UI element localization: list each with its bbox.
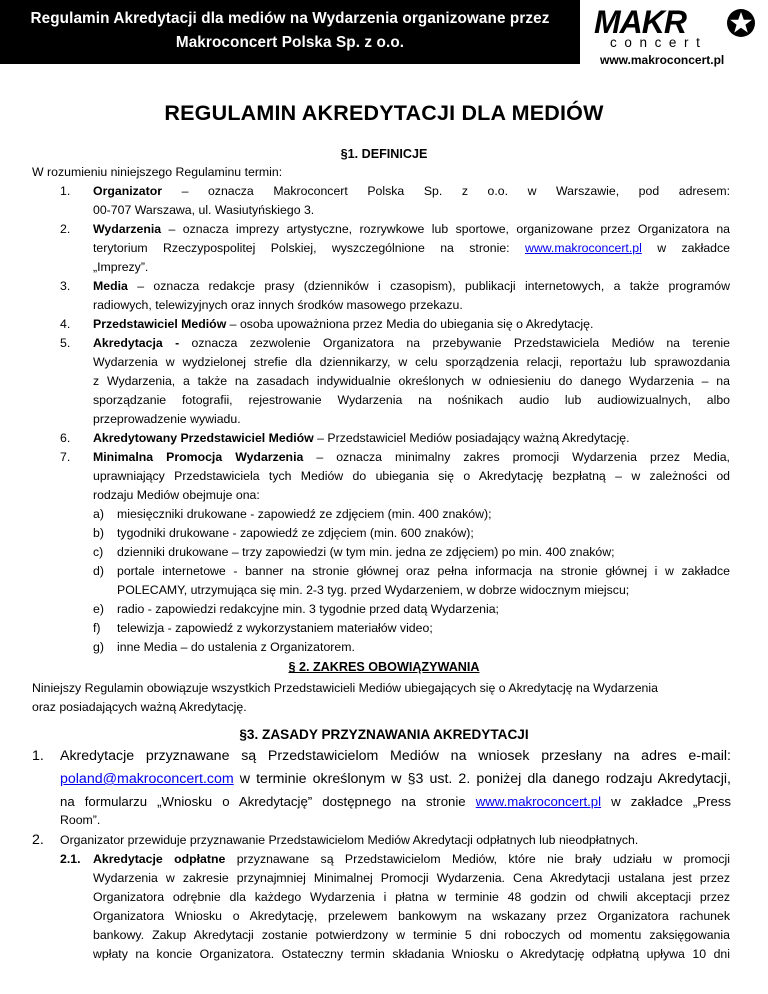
sub-b-text: tygodniki drukowane - zapowiedź ze zdjęciem (min. 600 znaków); <box>117 526 474 540</box>
def-7-number: 7. <box>60 450 71 464</box>
rule-2-1-line-3: Organizatora odrębnie dla każdego Wydarzenia i płatna w terminie 48 godzin od chwili akceptacji przez <box>93 890 730 904</box>
sub-a-text: miesięczniki drukowane - zapowiedź ze zdjęciem (min. 400 znaków); <box>117 507 492 521</box>
sub-f-text: telewizja - zapowiedź z wykorzystaniem materiałów video; <box>117 621 433 635</box>
rule-2-1-line-6: wpłaty na koncie Organizatora. Ostateczny termin składania Wniosku o Akredytację odpłatną upływa 10 dni <box>93 947 730 961</box>
rule-2-number: 2. <box>32 832 44 848</box>
def-5-line-4: sporządzanie fotografii, rejestrowanie Wydarzenia na nośnikach audio lub audiowizualnych, albo <box>93 393 730 407</box>
sub-g-text: inne Media – do ustalenia z Organizatorem. <box>117 640 355 654</box>
def-2-line-3: „Imprezy”. <box>93 260 149 274</box>
header-line-2: Makroconcert Polska Sp. z o.o. <box>175 34 405 51</box>
sub-d-text: portale internetowe - banner na stronie głównej oraz pełna informacja na stronie głównej i w zakładce <box>117 564 730 578</box>
header-line-1: Regulamin Akredytacji dla mediów na Wydarzenia organizowane przez <box>30 10 550 27</box>
rule-2-line-1: Organizator przewiduje przyznawanie Przedstawicielom Mediów Akredytacji odpłatnych lub nieodpłatnych. <box>60 833 639 847</box>
def-1-number: 1. <box>60 184 71 198</box>
rule-2-1-line-2: Wydarzenia w zakresie przynajmniej Minimalnej Promocji Wydarzenia. Cena Akredytacji ustalana jest przez <box>93 871 730 885</box>
logo-url: www.makroconcert.pl <box>600 53 725 67</box>
email-link[interactable]: poland@makroconcert.com <box>60 771 234 787</box>
page-header <box>0 0 768 74</box>
sub-e-mark: e) <box>93 602 104 616</box>
def-7-line-3: rodzaju Mediów obejmuje ona: <box>93 488 260 502</box>
def-4-line-1: Przedstawiciel Mediów – osoba upoważniona przez Media do ubiegania się o Akredytację. <box>93 317 594 331</box>
rule-2-1-line-4: Organizatora Wniosku o Akredytację, przelewem bankowym na wskazany przez Organizatora rachunek <box>93 909 730 923</box>
def-2-line-2: terytorium Rzeczypospolitej Polskiej, wyszczególnione na stronie: www.makroconcert.pl w zakładce <box>93 241 731 255</box>
section-1-heading: §1. DEFINICJE <box>340 147 428 161</box>
sub-e-text: radio - zapowiedzi redakcyjne min. 3 tygodnie przed datą Wydarzenia; <box>117 602 499 616</box>
section-2-line-2: oraz posiadających ważną Akredytację. <box>32 700 247 714</box>
def-2-line-1: Wydarzenia – oznacza imprezy artystyczne, rozrywkowe lub sportowe, organizowane przez Organizatora na <box>93 222 730 236</box>
rule-1-line-4: Room”. <box>60 813 101 827</box>
def-7-line-1: Minimalna Promocja Wydarzenia – oznacza minimalny zakres promocji Wydarzenia przez Media, <box>93 450 730 464</box>
logo-concert: concert <box>610 35 708 50</box>
def-7-line-2: uprawniający Przedstawiciela tych Mediów do ubiegania się o Akredytację bezpłatną – w zależności od <box>93 469 730 483</box>
sub-b-mark: b) <box>93 526 104 540</box>
def-6-line-1: Akredytowany Przedstawiciel Mediów – Przedstawiciel Mediów posiadający ważną Akredytację. <box>93 431 630 445</box>
def-1-line-2: 00-707 Warszawa, ul. Wasiutyńskiego 3. <box>93 203 315 217</box>
makroconcert-link-2[interactable]: www.makroconcert.pl <box>475 794 602 809</box>
rule-1-line-1: Akredytacje przyznawane są Przedstawicielom Mediów na wniosek przesłany na adres e-mail: <box>60 748 731 764</box>
section-2-heading: § 2. ZAKRES OBOWIĄZYWANIA <box>288 660 480 674</box>
section-2-line-1: Niniejszy Regulamin obowiązuje wszystkich Przedstawicieli Mediów ubiegających się o Akredytację na Wydarzenia <box>32 681 658 695</box>
rule-2-1-number: 2.1. <box>60 852 81 866</box>
sub-f-mark: f) <box>93 621 101 635</box>
def-2-number: 2. <box>60 222 71 236</box>
rule-1-line-2: poland@makroconcert.com w terminie określonym w §3 ust. 2. poniżej dla danego rodzaju Akredytacji, <box>60 771 731 787</box>
def-4-number: 4. <box>60 317 71 331</box>
sub-a-mark: a) <box>93 507 104 521</box>
makroconcert-link[interactable]: www.makroconcert.pl <box>524 241 642 255</box>
rule-2-1-line-5: bankowy. Zakup Akredytacji zostanie potwierdzony w terminie 5 dni roboczych od momentu zaksięgowania <box>93 928 730 942</box>
def-5-line-3: z Wydarzenia, a także na zasadach indywidualnie określonych w odniesieniu do danego Wydarzenia – na <box>93 374 730 388</box>
def-3-number: 3. <box>60 279 71 293</box>
def-1-line-1: Organizator – oznacza Makroconcert Polska Sp. z o.o. w Warszawie, pod adresem: <box>93 184 730 198</box>
def-6-number: 6. <box>60 431 71 445</box>
sub-c-text: dzienniki drukowane – trzy zapowiedzi (w tym min. jedna ze zdjęciem) po min. 400 znaków; <box>117 545 615 559</box>
def-5-line-2: Wydarzenia w wydzielonej strefie dla dziennikarzy, w celu sporządzenia relacji, reportażu lub sprawozdania <box>93 355 730 369</box>
rule-1-line-3: na formularzu „Wniosku o Akredytację” dostępnego na stronie www.makroconcert.pl w zakładce „Press <box>60 794 732 809</box>
rule-2-1-line-1: Akredytacje odpłatne przyznawane są Przedstawicielom Mediów, które nie brały udziału w promocji <box>93 852 731 866</box>
header-band <box>0 0 580 64</box>
def-3-line-1: Media – oznacza redakcje prasy (dzienników i czasopism), publikacji internetowych, a także programów <box>93 279 730 293</box>
sub-d-text-2: POLECAMY, utrzymująca się min. 2-3 tyg. przed Wydarzeniem, w dobrze widocznym miejscu; <box>117 583 630 597</box>
def-5-line-1: Akredytacja - oznacza zezwolenie Organizatora na przebywanie Przedstawiciela Mediów na terenie <box>93 336 730 350</box>
sub-g-mark: g) <box>93 640 104 654</box>
section-1-intro: W rozumieniu niniejszego Regulaminu termin: <box>32 165 283 179</box>
logo-word: MAKR <box>594 4 686 40</box>
makroconcert-logo <box>588 6 760 70</box>
def-5-line-5: przeprowadzenie wywiadu. <box>93 412 241 426</box>
sub-d-mark: d) <box>93 564 104 578</box>
sub-c-mark: c) <box>93 545 104 559</box>
logo-star-icon <box>726 8 756 38</box>
def-5-number: 5. <box>60 336 71 350</box>
section-3-heading: §3. ZASADY PRZYZNAWANIA AKREDYTACJI <box>239 727 529 742</box>
rule-1-number: 1. <box>32 748 44 764</box>
page-title: REGULAMIN AKREDYTACJI DLA MEDIÓW <box>164 101 604 125</box>
def-3-line-2: radiowych, telewizyjnych oraz innych środków masowego przekazu. <box>93 298 463 312</box>
